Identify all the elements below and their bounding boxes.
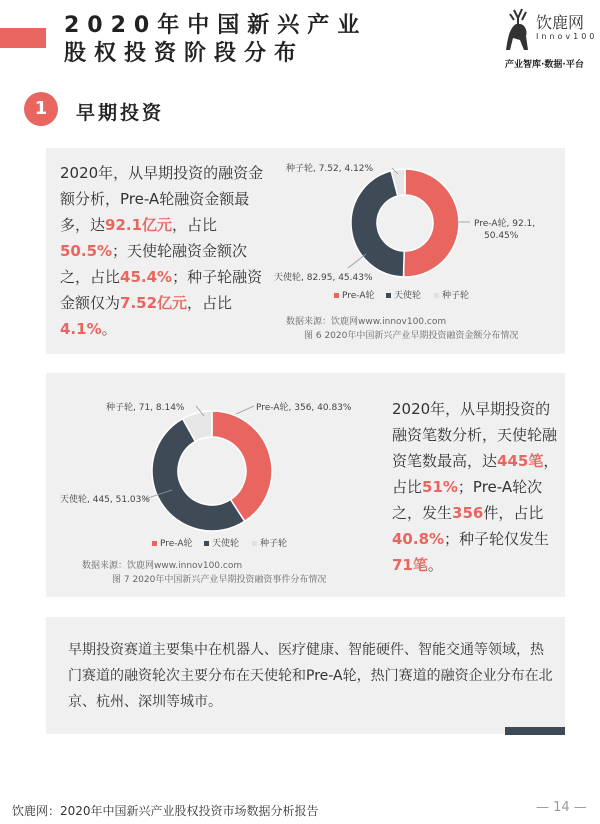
logo-english: Innov100 <box>536 32 598 41</box>
chart-caption: 图 7 2020年中国新兴产业早期投资融资事件分布情况 <box>112 575 327 585</box>
legend-pre-a: Pre-A轮 <box>160 539 193 549</box>
highlight-value: 92.1亿元 <box>105 216 173 234</box>
text-run: 2020年，从早期投资的融资笔数分析，天使轮融资笔数最高，达 <box>392 400 558 470</box>
leader-line-pre-a <box>236 406 254 414</box>
donut-group <box>152 411 272 531</box>
text-run: ；Pre-A轮次之，发生 <box>392 478 543 522</box>
highlight-value: 45.4% <box>120 268 173 286</box>
footer-report-title: 饮鹿网：2020年中国新兴产业股权投资市场数据分析报告 <box>12 804 319 818</box>
text-run: ；种子轮仅发生 <box>444 530 550 548</box>
text-run: 。 <box>101 320 117 338</box>
highlight-value: 4.1% <box>60 320 102 338</box>
legend-swatch-angel <box>386 293 391 298</box>
data-label-pre-a-pct: 50.45% <box>484 231 519 241</box>
legend-swatch-seed <box>434 293 439 298</box>
legend-pre-a: Pre-A轮 <box>342 291 375 301</box>
chart-caption: 图 6 2020年中国新兴产业早期投资融资金额分布情况 <box>304 331 519 341</box>
text-run: ，占比 <box>172 216 218 234</box>
legend-swatch-pre-a <box>334 293 339 298</box>
summary-text: 早期投资赛道主要集中在机器人、医疗健康、智能硬件、智能交通等领域，热门赛道的融资轮次主要分布在天使轮和Pre-A轮，热门赛道的融资企业分布在北京、杭州、深圳等城市。 <box>68 642 553 710</box>
leader-line-angel <box>348 254 366 268</box>
section-label: 早期投资 <box>76 102 165 124</box>
data-label-seed: 种子轮, 71, 8.14% <box>106 403 185 413</box>
deer-logo-icon <box>500 6 536 54</box>
title-accent-bar <box>0 28 46 48</box>
highlight-value: 356 <box>452 504 484 522</box>
chart-source: 数据来源：饮鹿网www.innov100.com <box>82 561 243 571</box>
chart-source: 数据来源：饮鹿网www.innov100.com <box>286 317 447 327</box>
legend-angel: 天使轮 <box>212 539 240 549</box>
chart-funding-amount <box>270 156 560 348</box>
legend-swatch-pre-a <box>152 541 157 546</box>
data-label-pre-a: Pre-A轮, 92.1, <box>474 219 536 229</box>
legend-seed: 种子轮 <box>260 539 288 549</box>
logo-tagline: 产业智库·数据·平台 <box>505 60 584 70</box>
data-label-angel: 天使轮, 82.95, 45.43% <box>274 273 373 283</box>
page-title <box>64 12 367 68</box>
legend-swatch-angel <box>204 541 209 546</box>
page-title-line2: 股权投资阶段分布 <box>64 41 305 66</box>
data-label-pre-a: Pre-A轮, 356, 40.83% <box>256 403 352 413</box>
highlight-value: 445笔 <box>497 452 544 470</box>
legend-angel: 天使轮 <box>394 291 422 301</box>
highlight-value: 7.52亿元 <box>120 294 188 312</box>
logo-name: 饮鹿网 <box>536 13 585 32</box>
chart-funding-events <box>54 386 384 594</box>
highlight-value: 71笔 <box>392 556 428 574</box>
text-run: 件，占比 <box>483 504 544 522</box>
data-label-angel: 天使轮, 445, 51.03% <box>60 495 150 505</box>
slice-pre-a <box>403 169 459 277</box>
summary-accent-bar <box>505 727 565 735</box>
text-run: ，占比 <box>187 294 233 312</box>
page-title-line1: 2020年中国新兴产业 <box>64 13 368 38</box>
highlight-value: 51% <box>422 478 458 496</box>
page-number: — 14 — <box>536 800 587 815</box>
legend-seed: 种子轮 <box>442 291 470 301</box>
data-label-seed: 种子轮, 7.52, 4.12% <box>286 164 374 174</box>
highlight-value: 40.8% <box>392 530 445 548</box>
events-analysis-text <box>392 396 560 578</box>
section-number: 1 <box>24 92 58 126</box>
text-run: 。 <box>427 556 443 574</box>
donut-group <box>351 169 459 277</box>
text-run: 2020年，从早期投资的融资金额分析，Pre-A轮融资金额最多，达 <box>60 164 264 234</box>
highlight-value: 50.5% <box>60 242 113 260</box>
text-run: ；天使轮融资金额次之，占比 <box>60 242 248 286</box>
text-run: ；种子轮融资金额仅为 <box>60 268 263 312</box>
amount-analysis-text <box>60 160 270 342</box>
legend-swatch-seed <box>252 541 257 546</box>
text-run: ，占比 <box>392 452 559 496</box>
